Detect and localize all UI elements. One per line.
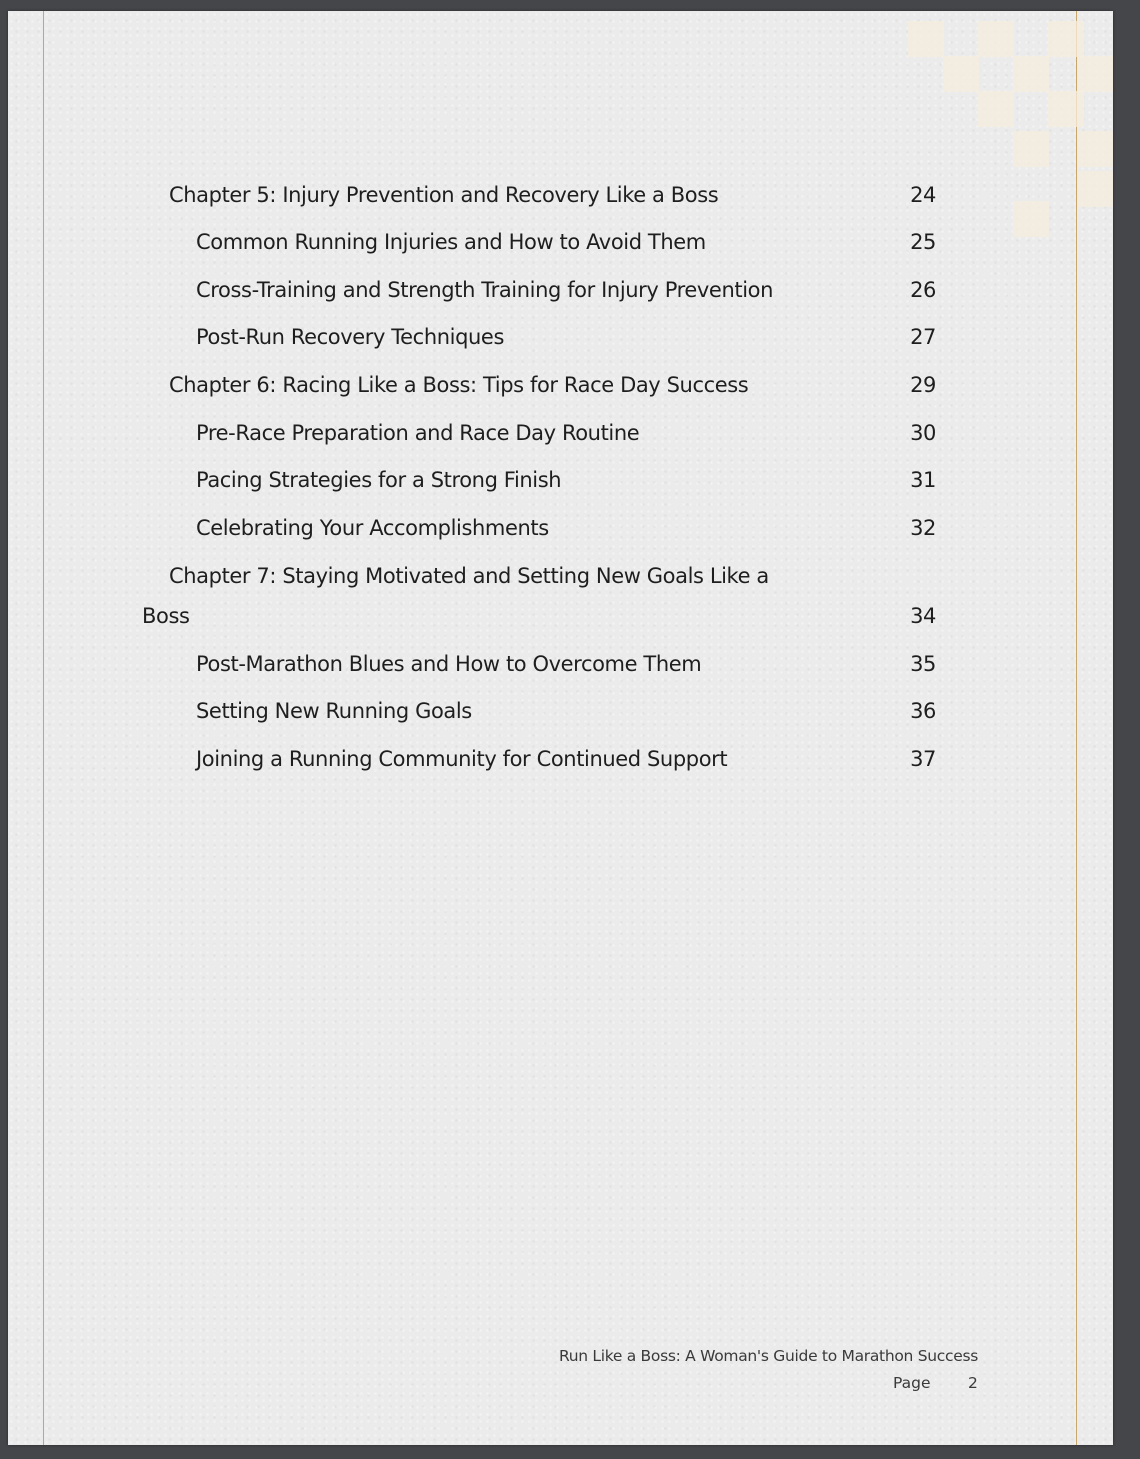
toc-entry-chapter-7-continued[interactable]: Boss — [142, 604, 190, 628]
footer-book-title: Run Like a Boss: A Woman's Guide to Marathon Success — [558, 1347, 978, 1365]
toc-entry-running-community[interactable]: Joining a Running Community for Continued Support — [196, 747, 728, 771]
document-page — [8, 11, 1113, 1445]
footer-page-number: 2 — [968, 1374, 978, 1392]
toc-entry-chapter-7[interactable]: Chapter 7: Staying Motivated and Setting New Goals Like a — [169, 564, 769, 588]
toc-page-number: 30 — [910, 421, 936, 445]
toc-page-number: 31 — [910, 468, 936, 492]
toc-page-number: 25 — [910, 230, 936, 254]
toc-page-number: 37 — [910, 747, 936, 771]
toc-entry-common-running-injuries[interactable]: Common Running Injuries and How to Avoid Them — [196, 230, 706, 254]
toc-page-number: 32 — [910, 516, 936, 540]
footer-page-label: Page — [893, 1374, 931, 1392]
toc-page-number: 34 — [910, 604, 936, 628]
toc-page-number: 27 — [910, 325, 936, 349]
toc-page-number: 24 — [910, 183, 936, 207]
toc-entry-pre-race-preparation[interactable]: Pre-Race Preparation and Race Day Routine — [196, 421, 640, 445]
toc-page-number: 29 — [910, 373, 936, 397]
toc-page-number: 26 — [910, 278, 936, 302]
toc-entry-chapter-5[interactable]: Chapter 5: Injury Prevention and Recovery Like a Boss — [169, 183, 719, 207]
toc-entry-post-run-recovery[interactable]: Post-Run Recovery Techniques — [196, 325, 504, 349]
toc-entry-pacing-strategies[interactable]: Pacing Strategies for a Strong Finish — [196, 468, 562, 492]
toc-entry-post-marathon-blues[interactable]: Post-Marathon Blues and How to Overcome Them — [196, 652, 702, 676]
table-of-contents — [8, 11, 1113, 1445]
toc-entry-chapter-6[interactable]: Chapter 6: Racing Like a Boss: Tips for Race Day Success — [169, 373, 749, 397]
toc-entry-cross-training[interactable]: Cross-Training and Strength Training for Injury Prevention — [196, 278, 773, 302]
toc-page-number: 36 — [910, 699, 936, 723]
toc-page-number: 35 — [910, 652, 936, 676]
toc-entry-celebrating-accomplishments[interactable]: Celebrating Your Accomplishments — [196, 516, 549, 540]
toc-entry-setting-new-goals[interactable]: Setting New Running Goals — [196, 699, 472, 723]
